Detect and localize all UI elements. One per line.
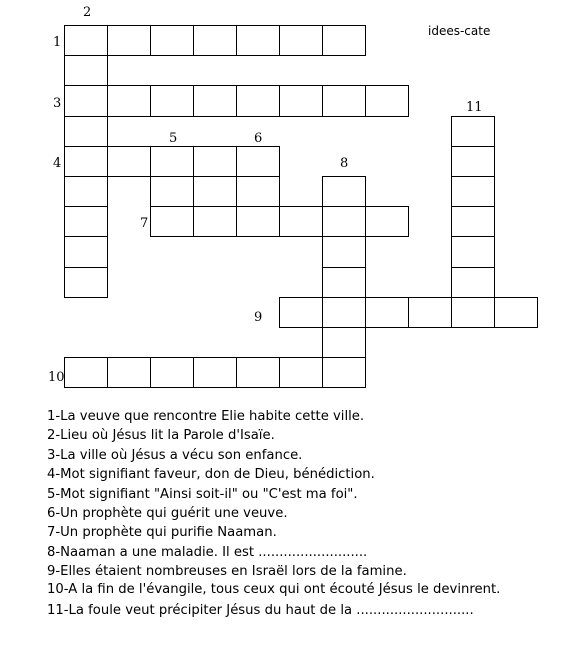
grid-cell[interactable] [64, 25, 108, 56]
clue-number-2: 2 [83, 5, 92, 20]
grid-cell[interactable] [279, 206, 323, 237]
grid-cell[interactable] [322, 176, 366, 207]
grid-cell[interactable] [193, 25, 237, 56]
grid-cell[interactable] [279, 357, 323, 388]
grid-cell[interactable] [150, 25, 194, 56]
grid-cell[interactable] [236, 176, 280, 207]
clue-9: 9-Elles étaient nombreuses en Israël lors de la famine. [47, 564, 407, 580]
grid-cell[interactable] [365, 297, 409, 328]
grid-cell[interactable] [150, 176, 194, 207]
clue-8: 8-Naaman a une maladie. Il est .......................... [47, 544, 368, 560]
grid-cell[interactable] [322, 206, 366, 237]
clue-3: 3-La ville où Jésus a vécu son enfance. [47, 447, 303, 463]
clue-4: 4-Mot signifiant faveur, don de Dieu, bénédiction. [47, 467, 375, 483]
grid-cell[interactable] [322, 236, 366, 267]
grid-cell[interactable] [236, 25, 280, 56]
grid-cell[interactable] [64, 55, 108, 86]
grid-cell[interactable] [451, 146, 495, 177]
grid-cell[interactable] [107, 85, 151, 116]
grid-cell[interactable] [322, 267, 366, 298]
grid-cell[interactable] [451, 176, 495, 207]
grid-cell[interactable] [365, 206, 409, 237]
grid-cell[interactable] [193, 357, 237, 388]
clue-number-6: 6 [254, 131, 263, 146]
clue-6: 6-Un prophète qui guérit une veuve. [47, 506, 288, 522]
grid-cell[interactable] [451, 297, 495, 328]
grid-cell[interactable] [107, 146, 151, 177]
grid-cell[interactable] [494, 297, 538, 328]
clue-number-7: 7 [140, 216, 149, 231]
grid-cell[interactable] [236, 146, 280, 177]
grid-cell[interactable] [408, 297, 452, 328]
grid-cell[interactable] [64, 357, 108, 388]
grid-cell[interactable] [236, 357, 280, 388]
grid-cell[interactable] [64, 85, 108, 116]
grid-cell[interactable] [64, 146, 108, 177]
grid-cell[interactable] [64, 206, 108, 237]
clue-list [47, 407, 567, 621]
clue-number-3: 3 [53, 96, 62, 111]
grid-cell[interactable] [236, 206, 280, 237]
grid-cell[interactable] [322, 327, 366, 358]
grid-cell[interactable] [451, 236, 495, 267]
grid-cell[interactable] [64, 267, 108, 298]
clue-number-4: 4 [53, 156, 62, 171]
grid-cell[interactable] [236, 85, 280, 116]
grid-cell[interactable] [279, 25, 323, 56]
clue-number-11: 11 [466, 100, 483, 115]
grid-cell[interactable] [451, 267, 495, 298]
grid-cell[interactable] [193, 146, 237, 177]
grid-cell[interactable] [64, 176, 108, 207]
grid-cell[interactable] [193, 85, 237, 116]
grid-cell[interactable] [107, 357, 151, 388]
grid-cell[interactable] [279, 297, 323, 328]
clue-number-1: 1 [53, 35, 62, 50]
credit-text: idees-cate [428, 24, 491, 38]
clue-7: 7-Un prophète qui purifie Naaman. [47, 525, 277, 541]
grid-cell[interactable] [64, 236, 108, 267]
grid-cell[interactable] [322, 297, 366, 328]
grid-cell[interactable] [150, 85, 194, 116]
grid-cell[interactable] [322, 85, 366, 116]
clue-number-10: 10 [48, 370, 65, 385]
grid-cell[interactable] [64, 116, 108, 147]
clue-number-9: 9 [254, 310, 263, 325]
clue-10: 10-A la fin de l'évangile, tous ceux qui ont écouté Jésus le devinrent. [47, 581, 501, 597]
grid-cell[interactable] [193, 206, 237, 237]
grid-cell[interactable] [279, 85, 323, 116]
grid-cell[interactable] [322, 25, 366, 56]
grid-cell[interactable] [150, 146, 194, 177]
clue-number-8: 8 [340, 156, 349, 171]
grid-cell[interactable] [150, 357, 194, 388]
grid-cell[interactable] [451, 206, 495, 237]
grid-cell[interactable] [322, 357, 366, 388]
grid-cell[interactable] [150, 206, 194, 237]
clue-1: 1-La veuve que rencontre Elie habite cette ville. [47, 409, 365, 424]
grid-cell[interactable] [365, 85, 409, 116]
grid-cell[interactable] [451, 116, 495, 147]
grid-cell[interactable] [107, 25, 151, 56]
clue-5: 5-Mot signifiant "Ainsi soit-il" ou "C'est ma foi". [47, 486, 358, 502]
clue-11: 11-La foule veut précipiter Jésus du haut de la ............................ [47, 603, 474, 619]
clue-2: 2-Lieu où Jésus lit la Parole d'Isaïe. [47, 428, 275, 444]
clue-number-5: 5 [169, 131, 178, 146]
